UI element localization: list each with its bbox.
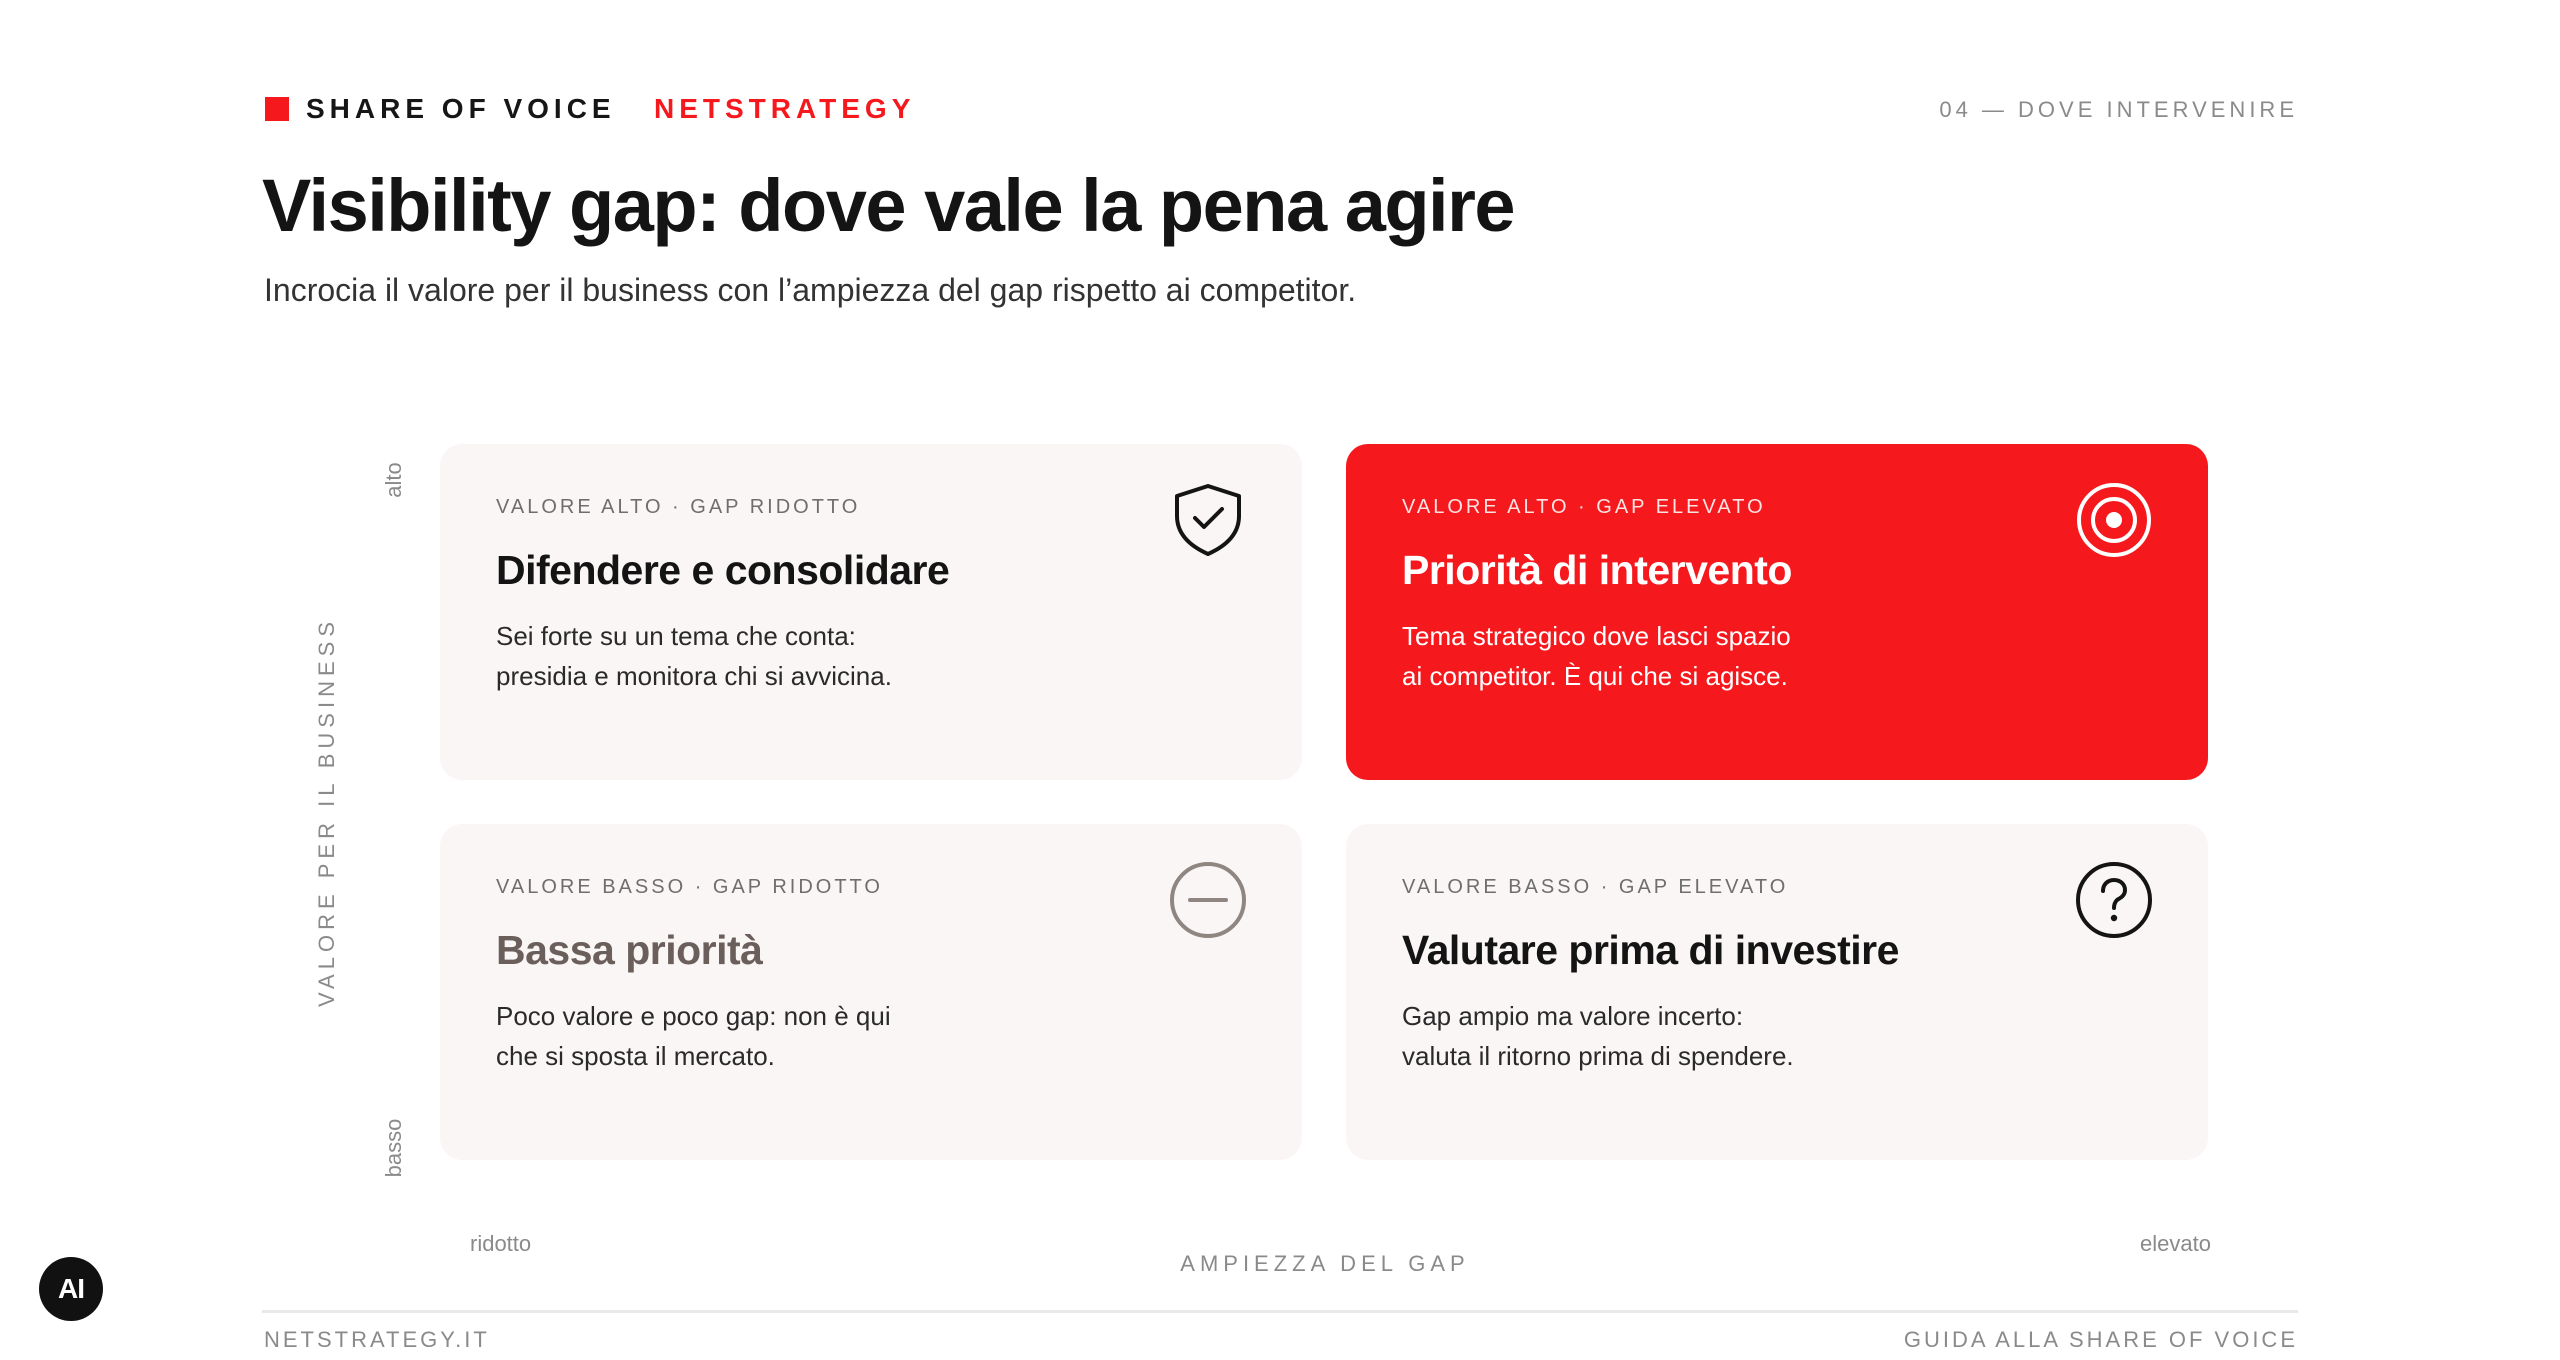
minus-circle-icon — [1168, 860, 1248, 940]
page-subtitle: Incrocia il valore per il business con l’ampiezza del gap rispetto ai competitor. — [264, 272, 1357, 308]
y-axis-low-label: basso — [381, 1118, 406, 1178]
brand-square-icon — [265, 97, 289, 121]
section-label: 04 — DOVE INTERVENIRE — [1939, 97, 2298, 122]
quadrant-description — [1402, 996, 1794, 1076]
quadrant-low-priority — [440, 824, 1302, 1160]
quadrant-description-line: presidia e monitora chi si avvicina. — [496, 661, 892, 691]
quadrant-kicker: VALORE BASSO · GAP RIDOTTO — [496, 876, 883, 898]
y-axis-title: VALORE PER IL BUSINESS — [314, 617, 339, 1007]
brand-name: SHARE OF VOICE — [306, 93, 616, 124]
x-axis-title: AMPIEZZA DEL GAP — [1180, 1251, 1470, 1276]
quadrant-priority — [1346, 444, 2208, 780]
quadrant-kicker: VALORE ALTO · GAP ELEVATO — [1402, 496, 1766, 518]
ai-assistant-button[interactable]: AI — [39, 1257, 103, 1321]
x-axis-high-label: elevato — [2140, 1231, 2211, 1256]
quadrant-description-line: ai competitor. È qui che si agisce. — [1402, 661, 1788, 691]
quadrant-title: Difendere e consolidare — [496, 547, 950, 593]
quadrant-description-line: Poco valore e poco gap: non è qui — [496, 1001, 891, 1031]
target-icon — [2074, 480, 2154, 560]
question-circle-icon — [2074, 860, 2154, 940]
quadrant-description-line: Sei forte su un tema che conta: — [496, 621, 856, 651]
x-axis-low-label: ridotto — [470, 1231, 532, 1256]
quadrant-defend — [440, 444, 1302, 780]
quadrant-evaluate — [1346, 824, 2208, 1160]
quadrant-description — [1402, 616, 1791, 696]
quadrant-description-line: Gap ampio ma valore incerto: — [1402, 1001, 1744, 1031]
quadrant-kicker: VALORE ALTO · GAP RIDOTTO — [496, 496, 861, 518]
footer-divider — [262, 1310, 2298, 1313]
quadrant-description-line: che si sposta il mercato. — [496, 1041, 775, 1071]
quadrant-title: Valutare prima di investire — [1402, 927, 1899, 973]
footer-site-link[interactable]: NETSTRATEGY.IT — [264, 1327, 490, 1352]
quadrant-description-line: Tema strategico dove lasci spazio — [1402, 621, 1791, 651]
shield-check-icon — [1168, 480, 1248, 560]
brand-org: NETSTRATEGY — [654, 93, 916, 124]
quadrant-description — [496, 616, 892, 696]
quadrant-title: Bassa priorità — [496, 927, 763, 973]
page-title: Visibility gap: dove vale la pena agire — [262, 164, 1515, 247]
quadrant-title: Priorità di intervento — [1402, 547, 1792, 593]
quadrant-description-line: valuta il ritorno prima di spendere. — [1402, 1041, 1794, 1071]
quadrant-description — [496, 996, 891, 1076]
quadrant-kicker: VALORE BASSO · GAP ELEVATO — [1402, 876, 1789, 898]
y-axis-high-label: alto — [381, 462, 406, 498]
footer-guide-title: GUIDA ALLA SHARE OF VOICE — [1903, 1327, 2298, 1352]
